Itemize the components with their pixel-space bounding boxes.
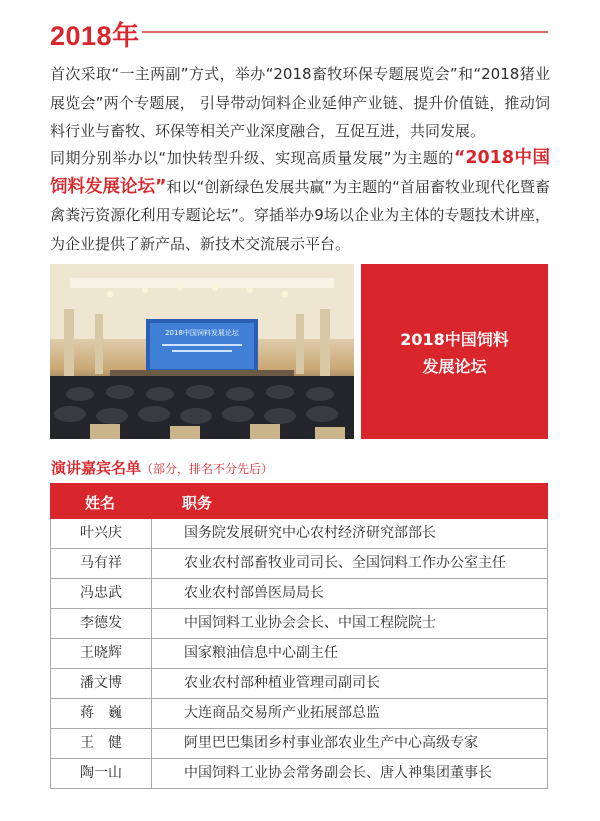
speaker-name: 叶兴庆 <box>51 519 152 548</box>
forum-paragraph-text-1: 同期分别举办以“加快转型升级、实现高质量发展”为主题的 <box>50 149 454 167</box>
forum-title-line-1: 2018中国饲料 <box>400 330 509 349</box>
table-row <box>51 758 547 788</box>
forum-title-line-2: 发展论坛 <box>422 357 487 376</box>
table-body <box>50 519 548 789</box>
table-row <box>51 668 547 698</box>
speakers-note: （部分，排名不分先后） <box>141 462 274 476</box>
table-row <box>51 608 547 638</box>
speaker-position: 农业农村部畜牧业司司长、全国饲料工作办公室主任 <box>184 555 506 571</box>
speaker-position: 阿里巴巴集团乡村事业部农业生产中心高级专家 <box>184 735 478 751</box>
forum-paragraph-text-2: 和以“创新绿色发展共赢”为主题的“首届畜牧业现代化暨畜禽粪污资源化利用专题论坛”。穿插举办9场以企业为主体的专题技术讲座，为企业提供了新产品、新技术交流展示平台。 <box>50 177 550 253</box>
speaker-name: 王 健 <box>51 729 152 758</box>
speaker-name: 王晓辉 <box>51 639 152 668</box>
forum-title-box <box>361 264 548 439</box>
speakers-heading <box>51 457 273 478</box>
forum-paragraph <box>50 144 550 258</box>
title-divider <box>142 31 548 33</box>
header-name: 姓名 <box>84 494 115 512</box>
speakers-title: 演讲嘉宾名单 <box>51 459 142 477</box>
header-position: 职务 <box>182 494 213 512</box>
conference-photo <box>50 264 354 439</box>
table-header <box>50 483 548 519</box>
speaker-name: 马有祥 <box>51 549 152 578</box>
table-row <box>51 728 547 758</box>
speaker-position: 大连商品交易所产业拓展部总监 <box>184 705 380 721</box>
speaker-position: 中国饲料工业协会会长、中国工程院院士 <box>184 615 436 631</box>
conference-hall-illustration <box>50 264 354 439</box>
table-row <box>51 638 547 668</box>
screen-title: 2018中国饲料发展论坛 <box>165 329 239 337</box>
intro-paragraph: 首次采取“一主两副”方式，举办“2018畜牧环保专题展览会”和“2018猪业展览会”两个专题展， 引导带动饲料企业延伸产业链、提升价值链，推动饲料行业与畜牧、环保等相关产业深度融合，互促互进，共同发展。 <box>50 65 550 140</box>
speaker-name: 蒋 巍 <box>51 699 152 728</box>
forum-highlight: “2018中国饲料发展论坛” <box>50 148 551 197</box>
speakers-table <box>50 483 548 789</box>
speaker-name: 潘文博 <box>51 669 152 698</box>
speaker-name: 冯忠武 <box>51 579 152 608</box>
year-title: 2018年 <box>50 21 140 51</box>
speaker-position: 国家粮油信息中心副主任 <box>184 645 338 661</box>
speaker-position: 中国饲料工业协会常务副会长、唐人神集团董事长 <box>184 765 492 781</box>
speaker-position: 国务院发展研究中心农村经济研究部部长 <box>184 525 436 541</box>
year-heading <box>50 12 548 52</box>
table-row <box>51 578 547 608</box>
table-row <box>51 548 547 578</box>
speaker-name: 李德发 <box>51 609 152 638</box>
speaker-position: 农业农村部种植业管理司副司长 <box>184 675 380 691</box>
table-row <box>51 519 547 548</box>
table-row <box>51 698 547 728</box>
speaker-name: 陶一山 <box>51 759 152 788</box>
speaker-position: 农业农村部兽医局局长 <box>184 585 324 601</box>
